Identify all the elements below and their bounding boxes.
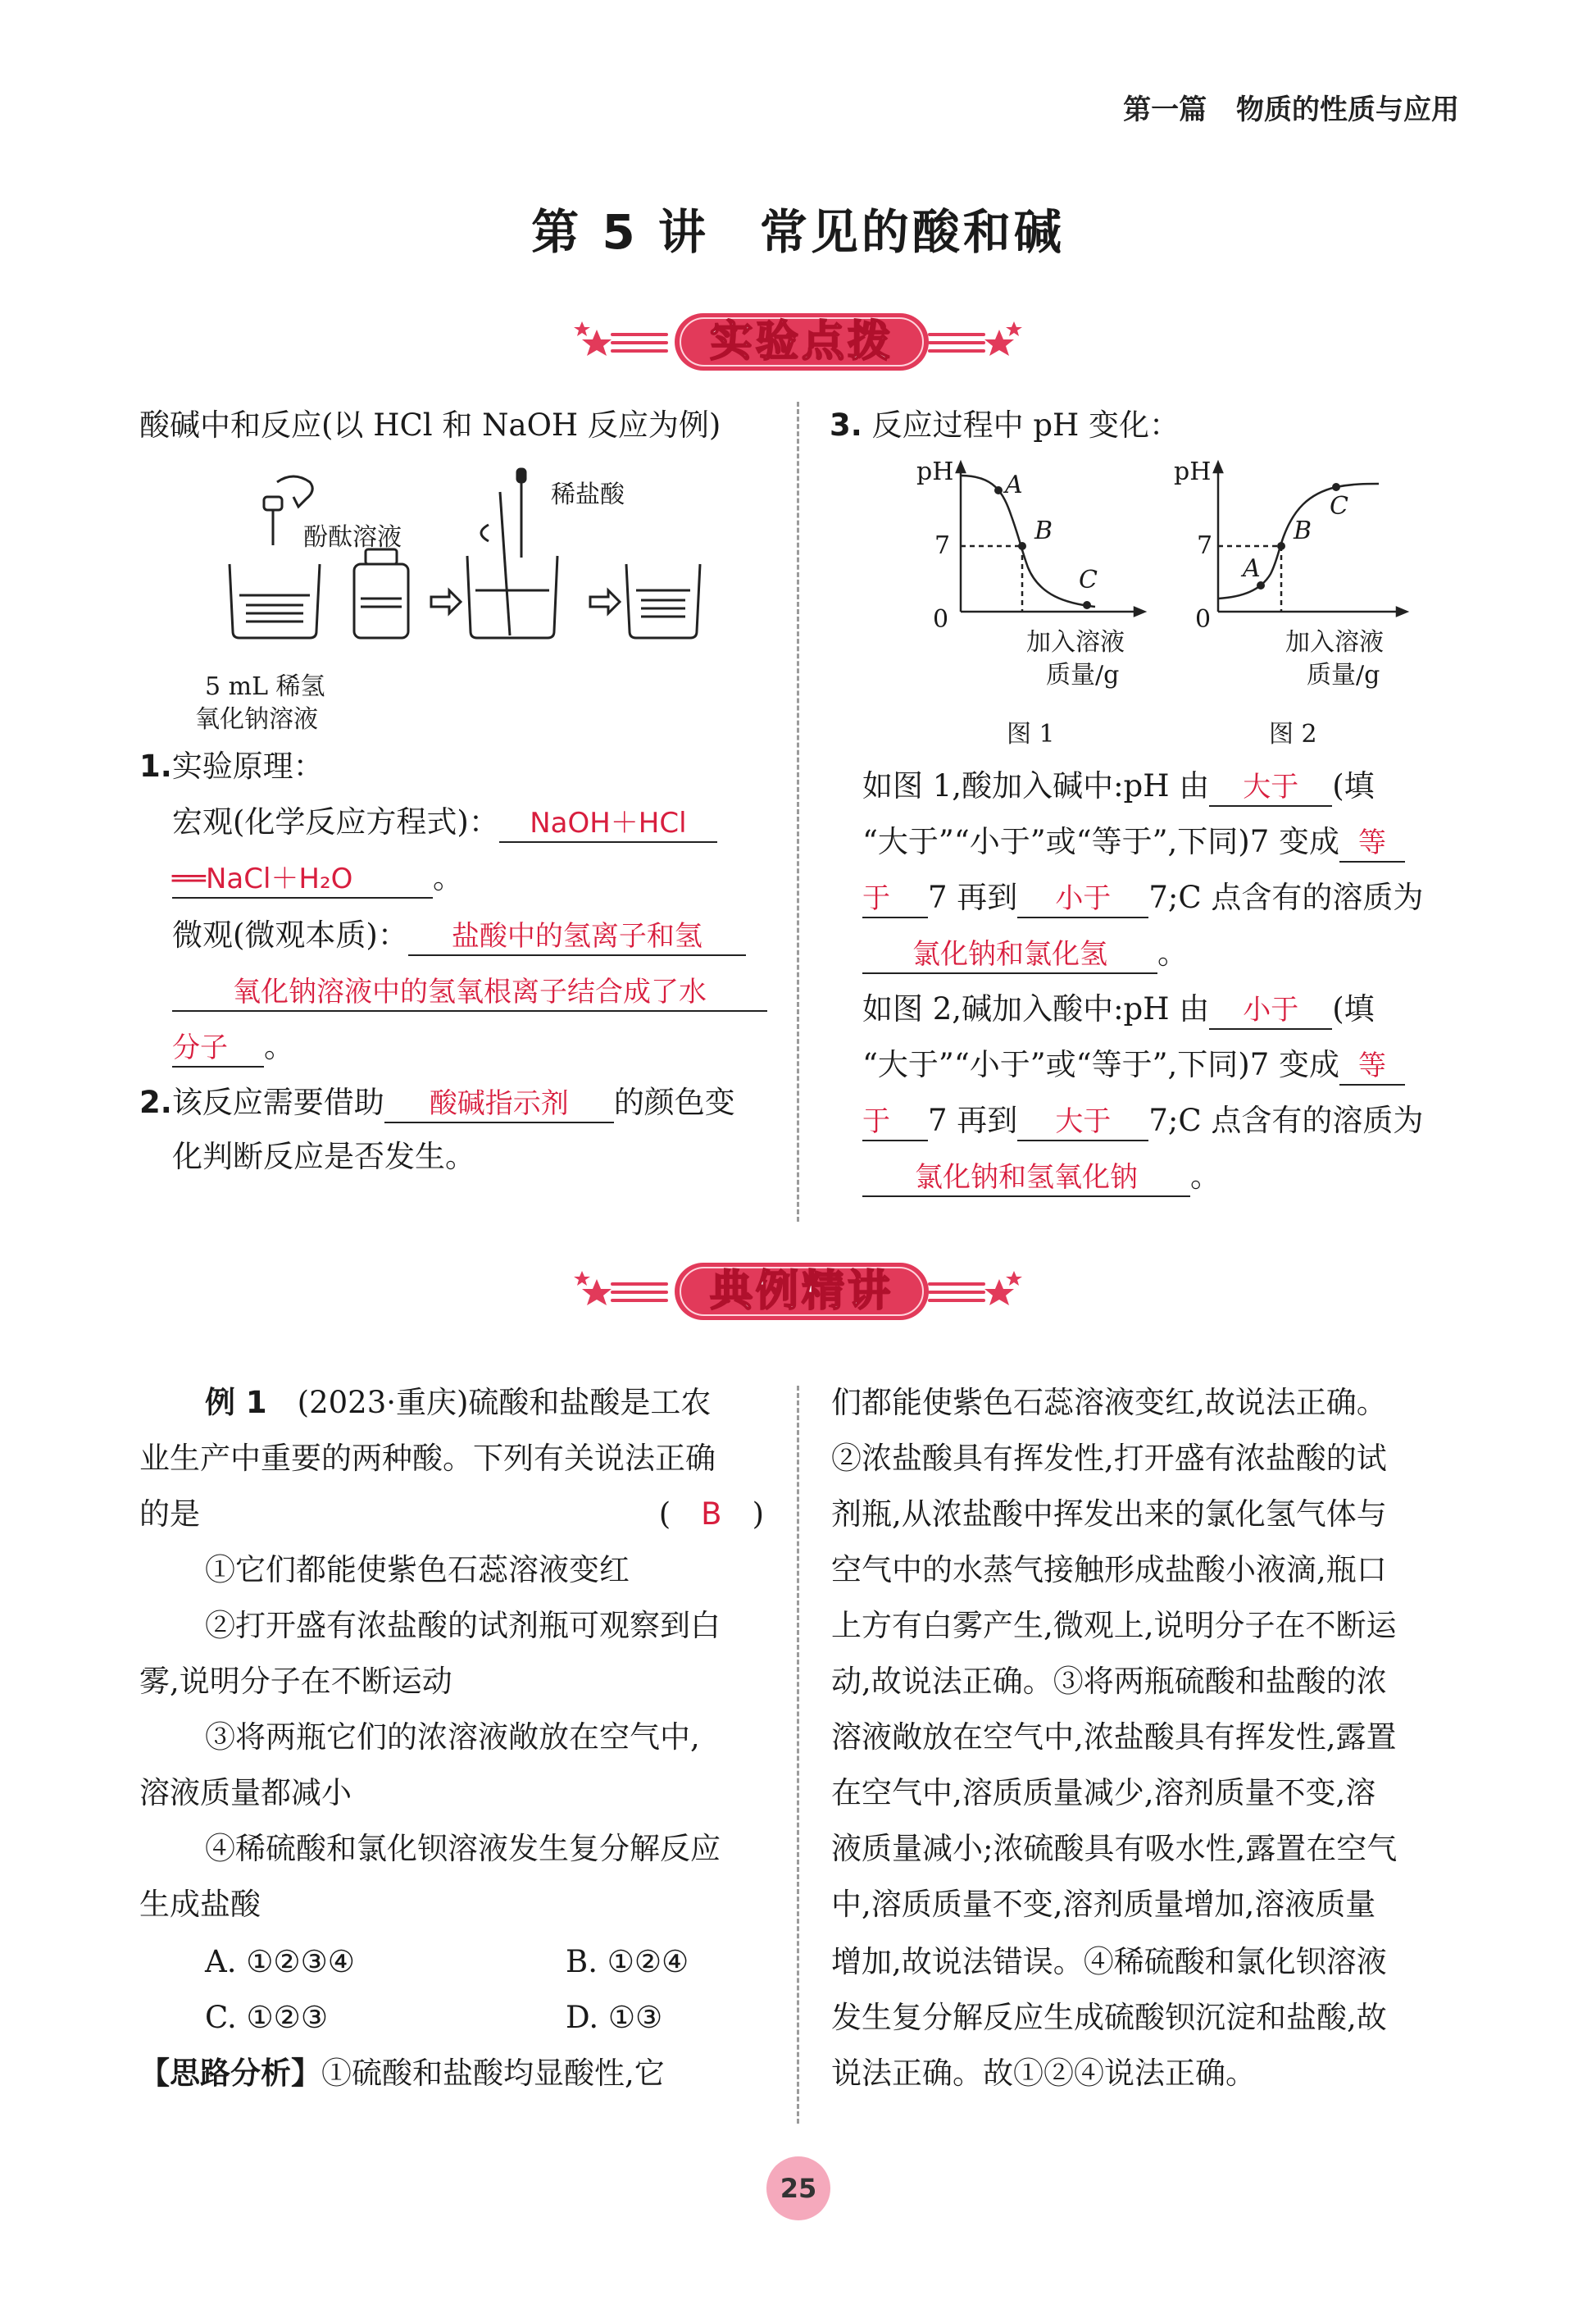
column-divider-2 [797,1386,799,2124]
analysis-line: 发生复分解反应生成硫酸钡沉淀和盐酸,故 [831,2000,1387,2035]
statement-2b: 雾,说明分子在不断运动 [139,1664,452,1699]
graph-1-point-a [994,486,1003,494]
graph-2-x-arrow-icon [1397,608,1407,616]
item-2-prefix: 该反应需要借助 [171,1085,384,1120]
analysis-line: 说法正确。故①②④说法正确。 [831,2056,1256,2091]
fig2-prefix: 如图 2,碱加入酸中:pH 由 [862,991,1210,1027]
label-indicator: 酚酞溶液 [303,523,402,552]
dropper-bulb-icon [264,497,282,510]
macro-line-2 [172,859,463,899]
analysis-line: 增加,故说法错误。④稀硫酸和氯化钡溶液 [831,1944,1387,1979]
graph-2-point-b [1277,542,1285,550]
graph-1-x-arrow-icon [1134,608,1144,616]
graph-1-curve [961,476,1095,607]
macro-answer-1: NaOH＋HCl [499,805,717,843]
macro-prefix: 宏观(化学反应方程式)： [172,804,499,840]
fig1-tail: (填 [1332,768,1375,804]
item-2-line-2: 化判断反应是否发生。 [172,1139,475,1174]
indicator-bottle-icon [354,564,408,638]
item-2-suffix: 的颜色变 [613,1085,735,1120]
statement-2a: ②打开盛有浓盐酸的试剂瓶可观察到白 [205,1608,721,1643]
item-2-line-1 [139,1084,735,1123]
example-text-1: (2023·重庆)硫酸和盐酸是工农 [297,1385,712,1420]
fig2-end: 。 [1190,1159,1221,1194]
item-3-number: 3. [830,408,862,443]
fig1-mid: 7 再到 [928,880,1018,915]
fig2-answer-2b: 于 [862,1104,928,1141]
analysis-line: 液质量减小;浓硫酸具有吸水性,露置在空气 [831,1831,1398,1866]
fig2-line-2 [862,1046,1405,1086]
example-answer: B [701,1496,722,1532]
graph-1-point-c [1083,601,1091,609]
fig1-line-2-text: “大于”“小于”或“等于”,下同)7 变成 [862,824,1339,859]
graph-2-label-a: A [1243,554,1261,583]
label-naoh-2: 氧化钠溶液 [195,705,318,734]
micro-suffix: 。 [264,1029,294,1064]
arrow-2-icon [590,590,620,613]
glass-rod-icon [500,492,510,635]
fig1-end: 。 [1157,936,1188,971]
item-3-title: 反应过程中 pH 变化： [871,408,1180,443]
analysis-line: 动,故说法正确。③将两瓶硫酸和盐酸的浓 [831,1664,1387,1699]
statement-1: ①它们都能使紫色石蕊溶液变红 [205,1552,630,1587]
option-a: A. ①②③④ [205,1944,355,1979]
micro-answer-1: 盐酸中的氢离子和氢 [408,918,746,956]
page-number: 25 [766,2156,830,2220]
macro-suffix: 。 [433,860,463,895]
example-line-2: 业生产中重要的两种酸。下列有关说法正确 [139,1441,716,1476]
fig1-line-3 [862,879,1423,918]
fig2-answer-2a: 等 [1339,1048,1405,1086]
example-text-3: 的是 [139,1496,200,1532]
arrow-1-icon [431,590,461,613]
fig1-line-4 [862,935,1188,974]
graph-1-tick-7: 7 [934,531,951,560]
fig2-tail-3: 7;C 点含有的溶质为 [1148,1103,1424,1138]
item-1-heading [139,748,324,785]
fig2-line-4 [862,1158,1221,1197]
graph-1-label-b: B [1034,517,1053,545]
example-label: 例 1 [205,1385,267,1420]
option-c: C. ①②③ [205,2000,329,2035]
graph-1-label-a: A [1005,471,1023,499]
option-d: D. ①③ [566,2000,663,2035]
graph-2-label-c: C [1330,492,1348,521]
answer-bracket [659,1496,764,1533]
micro-line-1 [172,917,746,956]
graph-2-ylabel: pH [1174,458,1212,486]
graph-2-tick-7: 7 [1197,531,1213,560]
micro-answer-3: 分子 [172,1030,264,1068]
fig1-answer-4: 氯化钠和氯化氢 [862,936,1157,974]
item-2-answer: 酸碱指示剂 [384,1086,614,1123]
graph-2-caption: 图 2 [1269,720,1317,749]
example-line-1 [205,1384,711,1422]
analysis-line: 溶液敞放在空气中,浓盐酸具有挥发性,露置 [831,1719,1397,1755]
analysis-line: 们都能使紫色石蕊溶液变红,故说法正确。 [831,1385,1387,1420]
analysis-line: ②浓盐酸具有挥发性,打开盛有浓盐酸的试 [831,1441,1387,1476]
experiment-intro: 酸碱中和反应(以 HCl 和 NaOH 反应为例) [139,408,721,443]
fig2-tail: (填 [1332,991,1375,1027]
analysis-start: ①硫酸和盐酸均显酸性,它 [321,2056,665,2091]
banner-experiment [0,305,1596,379]
analysis-line: 空气中的水蒸气接触形成盐酸小液滴,瓶口 [831,1552,1387,1587]
analysis-line: 在空气中,溶质质量减少,溶剂质量不变,溶 [831,1775,1376,1810]
statement-4b: 生成盐酸 [139,1887,261,1922]
item-1-title: 实验原理： [171,749,324,784]
graph-1-xlabel-1: 加入溶液 [1026,628,1125,657]
fig1-prefix: 如图 1,酸加入碱中:pH 由 [862,768,1210,804]
graph-2-origin: 0 [1195,605,1212,634]
item-2-number: 2. [139,1085,172,1120]
fig2-line-3 [862,1102,1423,1141]
example-line-3 [139,1496,764,1533]
banner-2-title: 典例精讲 [709,1267,893,1316]
analysis-line: 上方有白雾产生,微观上,说明分子在不断运 [831,1608,1397,1643]
graph-1-label-c: C [1079,566,1098,594]
beaker-1-icon [230,564,320,638]
running-header [1123,87,1459,127]
analysis-line: 中,溶质质量不变,溶剂质量增加,溶液质量 [831,1887,1376,1922]
fig1-line-2 [862,823,1405,863]
analysis-start-line [139,2055,665,2092]
option-b: B. ①②④ [566,1944,689,1979]
fig1-answer-2a: 等 [1339,825,1405,863]
graph-2-y-arrow-icon [1214,462,1222,472]
label-naoh-1: 5 mL 稀氢 [205,672,325,701]
micro-answer-2: 氧化钠溶液中的氢氧根离子结合成了水 [172,974,767,1012]
graph-1-caption: 图 1 [1007,720,1055,749]
statement-3b: 溶液质量都减小 [139,1775,352,1810]
fig1-answer-3: 小于 [1017,881,1148,918]
statement-4a: ④稀硫酸和氯化钡溶液发生复分解反应 [205,1831,721,1866]
banner-examples [0,1254,1596,1328]
fig2-mid: 7 再到 [928,1103,1018,1138]
graph-1-y-arrow-icon [957,462,965,472]
fig1-answer-2b: 于 [862,881,928,918]
lesson-title: 第 5 讲 常见的酸和碱 [531,204,1065,260]
label-dilute-acid: 稀盐酸 [551,480,625,509]
macro-line-1 [172,804,717,843]
fig1-answer-1: 大于 [1209,769,1332,807]
fig2-answer-4: 氯化钠和氢氧化钠 [862,1159,1190,1197]
graph-1-point-b [1018,542,1026,550]
fig2-answer-1: 小于 [1209,992,1332,1030]
header-section: 物质的性质与应用 [1236,93,1459,126]
graph-2-label-b: B [1294,517,1312,545]
fig2-line-1 [862,990,1375,1030]
micro-line-3 [172,1028,294,1068]
beaker-2-icon [467,556,557,638]
statement-3a: ③将两瓶它们的浓溶液敞放在空气中, [205,1719,700,1755]
micro-prefix: 微观(微观本质)： [172,918,408,953]
apparatus-figure [189,467,713,656]
header-part: 第一篇 [1123,93,1207,126]
analysis-line: 剂瓶,从浓盐酸中挥发出来的氯化氢气体与 [831,1496,1387,1532]
item-1-number: 1. [139,749,172,784]
macro-answer-2: ══NaCl＋H₂O [172,861,433,899]
graph-1-origin: 0 [933,605,949,634]
graph-2-point-c [1332,483,1340,491]
acid-dropper-icon [517,469,525,482]
analysis-label: 【思路分析】 [139,2056,321,2091]
answer-open: ( [658,1496,671,1532]
banner-title: 实验点拨 [709,317,893,367]
micro-line-2 [172,972,767,1012]
fig1-line-1 [862,767,1375,807]
answer-close: ) [752,1496,764,1532]
fig1-tail-3: 7;C 点含有的溶质为 [1148,880,1424,915]
graph-1-ylabel: pH [916,458,954,486]
fig2-answer-3: 大于 [1017,1104,1148,1141]
fig2-line-2-text: “大于”“小于”或“等于”,下同)7 变成 [862,1047,1339,1082]
column-divider [797,402,799,1222]
item-3-heading [830,407,1180,444]
graph-2-xlabel-1: 加入溶液 [1285,628,1384,657]
graph-1-xlabel-2: 质量/g [1046,661,1120,690]
graph-2-xlabel-2: 质量/g [1307,661,1380,690]
